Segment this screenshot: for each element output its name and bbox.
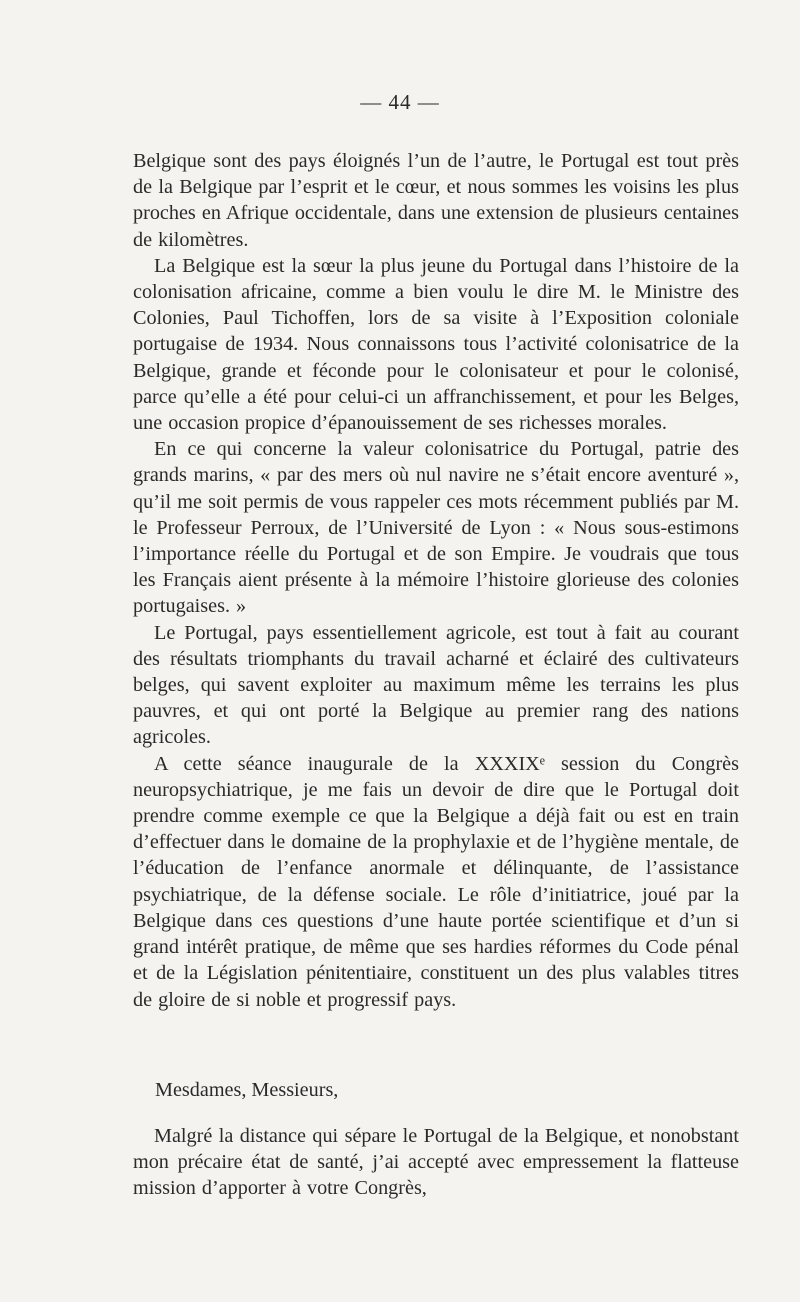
paragraph-belgium-colonisation: La Belgique est la sœur la plus jeune du Portugal dans l’histoire de la colonisation africaine, comme a bien voulu le dire M. le Ministre des Colonies, Paul Tichoffen, lors de sa visite à l’Exposition coloniale portugaise de 1934. Nous connaissons tous l’activité colonisatrice de la Belgique, grande et féconde pour le colonisateur et pour le colonisé, parce qu’elle a été pour celui-ci un affranchissement, et pour les Belges, une occasion propice d’épanouissement de ses richesses morales. bbox=[133, 254, 739, 435]
page-number: — 44 — bbox=[360, 90, 440, 114]
closing-text bbox=[133, 1123, 739, 1202]
paragraph-closing: Malgré la distance qui sépare le Portugal de la Belgique, et nonobstant mon précaire état de santé, j’ai accepté avec empressement la flatteuse mission d’apporter à votre Congrès, bbox=[133, 1125, 739, 1200]
paragraph-congress-session: A cette séance inaugurale de la XXXIXᵉ session du Congrès neuropsychiatrique, je me fais un devoir de dire que le Portugal doit prendre comme exemple ce que la Belgique a déjà fait ou est en train d’effectuer dans le domaine de la prophylaxie et de l’hygiène mentale, de l’éducation de l’enfance anormale et délinquante, de l’assistance psychiatrique, de la défense sociale. Le rôle d’initiatrice, joué par la Belgique dans ces questions d’une haute portée scientifique et d’un si grand intérêt pratique, de même que ses hardies réformes du Code pénal et de la Législation pénitentiaire, constituent un des plus valables titres de gloire de si noble et progressif pays. bbox=[133, 752, 739, 1011]
body-text bbox=[133, 148, 739, 1013]
paragraph-portugal-colonisation: En ce qui concerne la valeur colonisatrice du Portugal, patrie des grands marins, « par des mers où nul navire ne s’était encore aventuré », qu’il me soit permis de vous rappeler ces mots récemment publiés par M. le Professeur Perroux, de l’Université de Lyon : « Nous sous-estimons l’importance réelle du Portugal et de son Empire. Je voudrais que tous les Français aient présente à la mémoire l’histoire glorieuse des colonies portugaises. » bbox=[133, 438, 739, 618]
paragraph-agriculture: Le Portugal, pays essentiellement agricole, est tout à fait au courant des résultats triomphants du travail acharné et éclairé des cultivateurs belges, qui savent exploiter au maximum même les terrains les plus pauvres, et qui ont porté la Belgique au premier rang des nations agricoles. bbox=[133, 621, 739, 749]
salutation: Mesdames, Messieurs, bbox=[155, 1079, 339, 1101]
paragraph-continuation: Belgique sont des pays éloignés l’un de l’autre, le Portugal est tout près de la Belgique par l’esprit et le cœur, et nous sommes les voisins les plus proches en Afrique occidentale, dans une extension de plusieurs centaines de kilomètres. bbox=[133, 150, 739, 251]
